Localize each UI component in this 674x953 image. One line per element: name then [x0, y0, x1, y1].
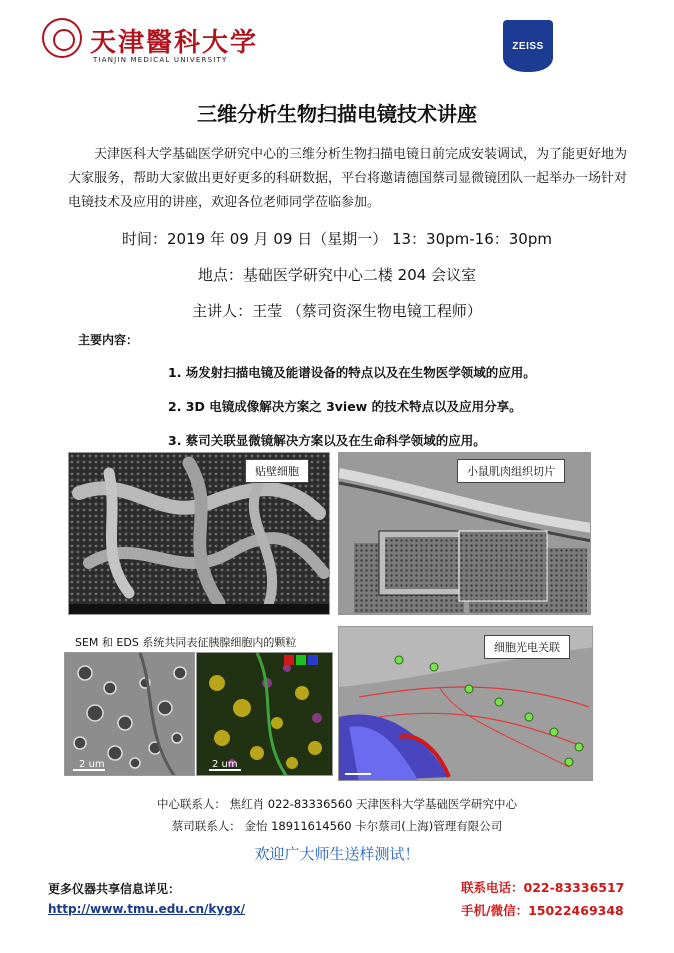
scale-bar-label-right: 2 um [212, 759, 238, 770]
zeiss-contact: 蔡司联系人： 金怡 18911614560 卡尔蔡司(上海)管理有限公司 [171, 819, 503, 833]
contact-mobile: 手机/微信：15022469348 [461, 903, 624, 918]
university-name-cn: 天津醫科大学 [90, 28, 259, 58]
sem-pancreatic-cell-image [64, 652, 195, 776]
content-item-1: 1. 场发射扫描电镜及能谱设备的特点以及在生物医学领域的应用。 [168, 365, 536, 380]
content-item-3: 3. 蔡司关联显微镜解决方案以及在生命科学领域的应用。 [168, 433, 486, 448]
zeiss-logo: ZEISS [503, 20, 553, 72]
more-info-label: 更多仪器共享信息详见： [48, 882, 181, 896]
event-time: 时间：2019 年 09 月 09 日（星期一） 13：30pm-16：30pm [122, 230, 552, 248]
image-label-adherent-cells: 贴壁细胞 [245, 459, 309, 483]
event-location: 地点：基础医学研究中心二楼 204 会议室 [197, 266, 477, 284]
image-label-clem: 细胞光电关联 [484, 635, 570, 659]
page-title: 三维分析生物扫描电镜技术讲座 [197, 102, 477, 126]
content-heading: 主要内容： [78, 333, 139, 347]
image-label-muscle-section: 小鼠肌肉组织切片 [457, 459, 565, 483]
university-emblem-logo [42, 18, 82, 58]
eds-map-image [196, 652, 333, 776]
sem-granule-graphic [65, 653, 195, 776]
center-contact: 中心联系人： 焦红肖 022-83336560 天津医科大学基础医学研究中心 [156, 797, 518, 811]
event-speaker: 主讲人：王莹 （蔡司资深生物电镜工程师） [192, 302, 482, 320]
info-link[interactable]: http://www.tmu.edu.cn/kygx/ [48, 902, 245, 916]
welcome-message: 欢迎广大师生送样测试！ [254, 845, 420, 863]
content-item-2: 2. 3D 电镜成像解决方案之 3view 的技术特点以及应用分享。 [168, 399, 522, 414]
scale-bar-label-left: 2 um [79, 759, 105, 770]
image-caption-sem-eds: SEM 和 EDS 系统共同表征胰腺细胞内的颗粒 [75, 636, 297, 649]
intro-paragraph: 天津医科大学基础医学研究中心的三维分析生物扫描电镜日前完成安装调试，为了能更好地为大家服务，帮助大家做出更好更多的科研数据，平台将邀请德国蔡司显微镜团队一起举办一场针对电镜技术及应用的讲座，欢迎各位老师同学莅临参加。 [68, 147, 628, 210]
eds-color-map-graphic [197, 653, 333, 776]
university-name-en: TIANJIN MEDICAL UNIVERSITY [93, 56, 228, 64]
contact-phone: 联系电话：022-83336517 [461, 880, 625, 895]
